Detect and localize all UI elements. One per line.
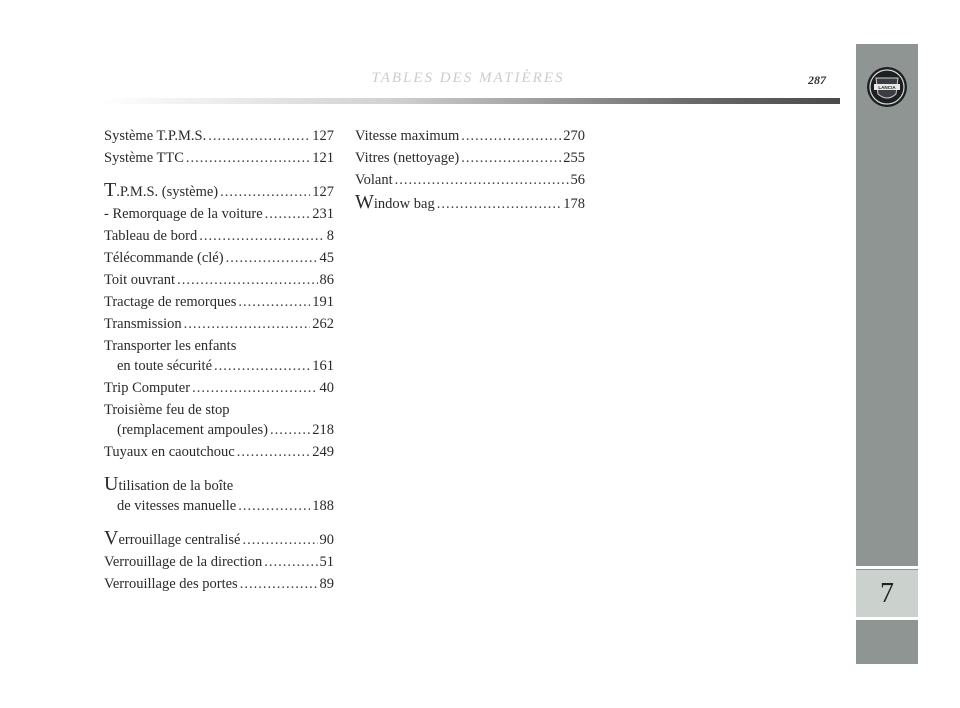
index-entry[interactable]: [104, 248, 334, 268]
index-entry-page[interactable]: 262: [312, 316, 334, 332]
index-entry-page[interactable]: 161: [312, 358, 334, 374]
index-entry-label: Système TTC: [104, 150, 184, 166]
index-entry-page[interactable]: 249: [312, 444, 334, 460]
leader-dots: [226, 248, 318, 268]
index-entry-page[interactable]: 89: [319, 576, 334, 592]
index-entry-page[interactable]: 45: [319, 250, 334, 266]
page-number: 287: [808, 73, 826, 87]
index-entry-page[interactable]: 231: [312, 206, 334, 222]
index-entry-label: de vitesses manuelle: [117, 498, 237, 514]
index-entry-label: Tableau de bord: [104, 228, 198, 244]
leader-dots: [270, 420, 310, 440]
index-entry-label: Utilisation de la boîte: [104, 473, 234, 495]
leader-dots: [208, 126, 310, 146]
index-entry-page[interactable]: 270: [563, 128, 585, 144]
index-entry[interactable]: [104, 336, 334, 376]
header-rule: [100, 98, 840, 104]
leader-dots: [395, 170, 569, 190]
tab-divider: [856, 566, 918, 569]
index-entry[interactable]: [104, 474, 334, 516]
index-entry-label: T.P.M.S. (système): [104, 179, 219, 201]
index-entry-page[interactable]: 218: [312, 422, 334, 438]
leader-dots: [238, 292, 310, 312]
index-entry-page[interactable]: 255: [563, 150, 585, 166]
index-entry[interactable]: [355, 170, 585, 190]
index-entry[interactable]: [355, 192, 585, 214]
index-entry-label: Verrouillage de la direction: [104, 554, 263, 570]
index-letter-initial: V: [104, 527, 119, 549]
index-entry-page[interactable]: 56: [570, 172, 585, 188]
leader-dots: [461, 148, 561, 168]
index-letter-initial: W: [355, 191, 374, 213]
leader-dots: [437, 194, 562, 214]
index-entry-label: Toit ouvrant: [104, 272, 176, 288]
index-entry-label: Vitres (nettoyage): [355, 150, 460, 166]
index-entry[interactable]: [104, 270, 334, 290]
index-entry-label: Volant: [355, 172, 393, 188]
leader-dots: [237, 442, 311, 462]
index-entry-page[interactable]: 51: [319, 554, 334, 570]
index-entry[interactable]: [104, 204, 334, 224]
index-entry[interactable]: [104, 552, 334, 572]
index-entry-page[interactable]: 127: [312, 128, 334, 144]
index-entry-label: Trip Computer: [104, 380, 191, 396]
index-entry-label: Tractage de remorques: [104, 294, 237, 310]
leader-dots: [184, 314, 311, 334]
index-entry-label: - Remorquage de la voiture: [104, 206, 263, 222]
index-entry[interactable]: [104, 126, 334, 146]
index-entry-label: Tuyaux en caoutchouc: [104, 444, 235, 460]
leader-dots: [177, 270, 317, 290]
leader-dots: [242, 530, 317, 550]
index-entry-label: Système T.P.M.S.: [104, 128, 207, 144]
leader-dots: [265, 204, 311, 224]
leader-dots: [461, 126, 561, 146]
index-column-left: [104, 126, 334, 596]
index-entry[interactable]: [355, 126, 585, 146]
index-entry-page[interactable]: 40: [319, 380, 334, 396]
index-letter-initial: T: [104, 179, 117, 201]
index-entry-page[interactable]: 191: [312, 294, 334, 310]
index-entry[interactable]: [355, 148, 585, 168]
index-entry-label: Vitesse maximum: [355, 128, 460, 144]
page-header-title: TABLES DES MATIÈRES: [371, 70, 565, 86]
index-entry-page[interactable]: 86: [319, 272, 334, 288]
index-entry-page[interactable]: 188: [312, 498, 334, 514]
index-entry-label: (remplacement ampoules): [117, 422, 268, 438]
leader-dots: [199, 226, 325, 246]
index-entry[interactable]: [104, 574, 334, 594]
index-entry-page[interactable]: 8: [326, 228, 334, 244]
index-entry[interactable]: [104, 180, 334, 202]
index-entry[interactable]: [104, 292, 334, 312]
index-entry[interactable]: [104, 148, 334, 168]
tab-divider: [856, 617, 918, 620]
index-entry[interactable]: [104, 314, 334, 334]
logo-text: LANCIA: [878, 84, 896, 90]
leader-dots: [240, 574, 318, 594]
index-entry-page[interactable]: 121: [312, 150, 334, 166]
index-entry[interactable]: [104, 400, 334, 440]
index-entry-label: Télécommande (clé): [104, 250, 224, 266]
leader-dots: [264, 552, 317, 572]
index-entry-label: Transmission: [104, 316, 182, 332]
index-entry-page[interactable]: 178: [563, 196, 585, 212]
index-entry-label: en toute sécurité: [117, 358, 213, 374]
index-entry[interactable]: [104, 528, 334, 550]
chapter-number-tab[interactable]: 7: [856, 570, 918, 617]
index-entry-page[interactable]: 127: [312, 184, 334, 200]
leader-dots: [186, 148, 310, 168]
leader-dots: [220, 182, 310, 202]
index-entry-label: Transporter les enfants: [104, 338, 237, 354]
leader-dots: [214, 356, 310, 376]
index-entry[interactable]: [104, 378, 334, 398]
index-entry[interactable]: [104, 442, 334, 462]
index-entry-label: Troisième feu de stop: [104, 402, 230, 418]
index-entry-page[interactable]: 90: [319, 532, 334, 548]
index-entry-label: Verrouillage des portes: [104, 576, 238, 592]
index-entry-label: Verrouillage centralisé: [104, 527, 241, 549]
lancia-logo-icon: [866, 66, 908, 108]
index-entry-label: Window bag: [355, 191, 435, 213]
index-entry[interactable]: [104, 226, 334, 246]
index-letter-initial: U: [104, 473, 119, 495]
index-column-right: [355, 126, 585, 216]
leader-dots: [238, 496, 310, 516]
leader-dots: [192, 378, 317, 398]
